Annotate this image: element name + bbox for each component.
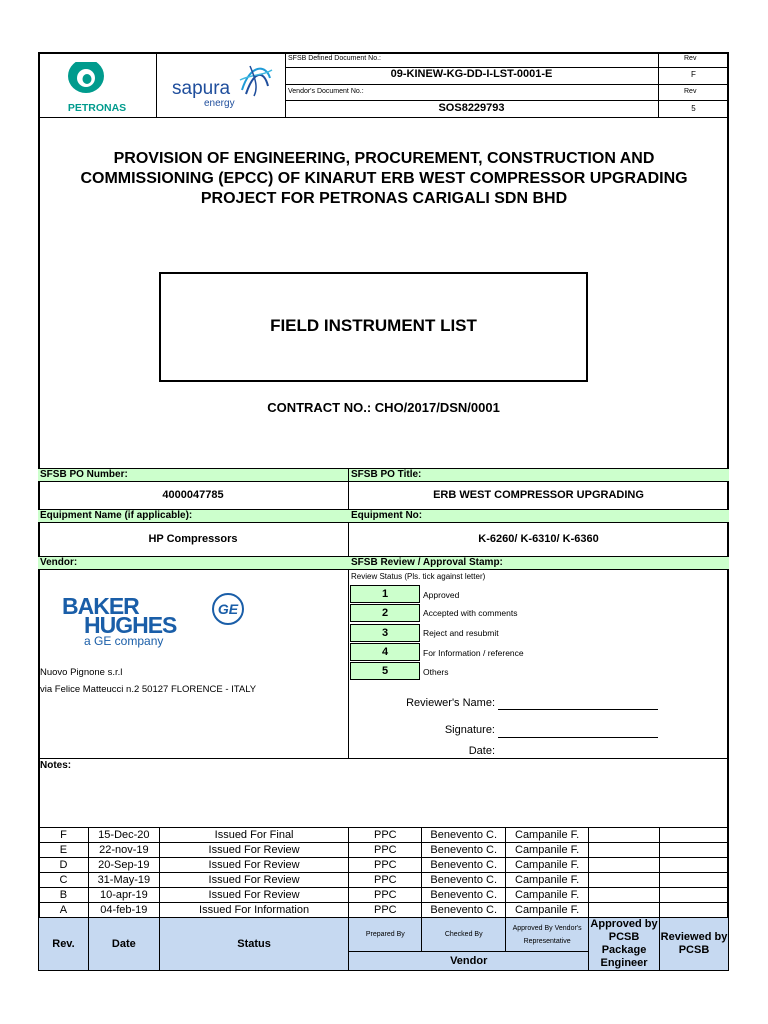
notes-label: Notes: <box>40 760 72 771</box>
header-row-line <box>285 84 729 85</box>
revision-row <box>39 888 729 903</box>
revision-row <box>39 858 729 873</box>
prepared-cell: PPC <box>349 843 422 858</box>
vendor-company: Nuovo Pignone s.r.l <box>40 667 123 678</box>
checked-cell: Benevento C. <box>422 873 506 888</box>
approved-cell: Campanile F. <box>506 828 589 843</box>
empty-cell <box>660 903 729 918</box>
sapura-name: sapura <box>172 78 231 99</box>
rev-cell: A <box>39 903 89 918</box>
date-cell: 20-Sep-19 <box>88 858 159 873</box>
approved-pcsb-header: Approved by PCSB Package Engineer <box>590 918 658 969</box>
approved-cell: Campanile F. <box>506 843 589 858</box>
date-cell: 31-May-19 <box>88 873 159 888</box>
checked-cell: Benevento C. <box>422 858 506 873</box>
po-title-label: SFSB PO Title: <box>351 469 422 480</box>
vendor-group-header: Vendor <box>349 952 589 971</box>
status-cell: Issued For Review <box>159 873 349 888</box>
empty-cell <box>589 888 660 903</box>
vendor-doc-number: SOS8229793 <box>438 102 505 114</box>
approved-cell: Campanile F. <box>506 888 589 903</box>
empty-cell <box>589 858 660 873</box>
logo-divider <box>156 52 157 117</box>
reviewed-pcsb-header: Reviewed by PCSB <box>660 918 729 971</box>
notes-divider <box>38 758 729 759</box>
ge-monogram-icon: GE <box>212 593 244 625</box>
doc-title: FIELD INSTRUMENT LIST <box>270 316 477 335</box>
status-cell: Issued For Information <box>159 903 349 918</box>
checked-by-header: Checked By <box>422 918 506 952</box>
approved-cell: Campanile F. <box>506 903 589 918</box>
checked-cell: Benevento C. <box>422 903 506 918</box>
revision-table <box>38 827 729 971</box>
sapura-sub: energy <box>204 98 235 109</box>
rev-value-2: 5 <box>691 104 696 113</box>
equipment-name-label: Equipment Name (if applicable): <box>40 510 193 521</box>
empty-cell <box>589 903 660 918</box>
rev-cell: F <box>39 828 89 843</box>
baker-hughes-line2: HUGHES <box>84 612 177 638</box>
vendor-address: via Felice Matteucci n.2 50127 FLORENCE - ITALY <box>40 684 257 695</box>
header-divider <box>38 117 729 118</box>
status-cell: Issued For Review <box>159 858 349 873</box>
petronas-name: PETRONAS <box>67 102 127 114</box>
project-title-line2: COMMISSIONING (EPCC) OF KINARUT ERB WEST COMPRESSOR UPGRADING <box>80 170 688 187</box>
status-code-box[interactable]: 5 <box>350 662 420 680</box>
prepared-cell: PPC <box>349 873 422 888</box>
empty-cell <box>660 858 729 873</box>
rev-cell: B <box>39 888 89 903</box>
equipment-name: HP Compressors <box>148 533 238 545</box>
status-cell: Issued For Review <box>159 843 349 858</box>
equipment-no: K-6260/ K-6310/ K-6360 <box>478 533 599 545</box>
petronas-logo <box>40 54 154 116</box>
review-instruction: Review Status (Pls. tick against letter) <box>351 572 486 581</box>
project-title-line3: PROJECT FOR PETRONAS CARIGALI SDN BHD <box>200 190 568 207</box>
approved-cell: Campanile F. <box>506 858 589 873</box>
status-header: Status <box>159 918 349 971</box>
status-cell: Issued For Review <box>159 888 349 903</box>
sapura-logo <box>160 56 282 114</box>
review-stamp-label: SFSB Review / Approval Stamp: <box>351 557 503 568</box>
equipment-no-label: Equipment No: <box>351 510 423 521</box>
status-code-box[interactable]: 4 <box>350 643 420 661</box>
po-number-label: SFSB PO Number: <box>40 469 128 480</box>
status-code-box[interactable]: 1 <box>350 585 420 603</box>
reviewer-name-label: Reviewer's Name: <box>406 697 495 709</box>
rev-label: Rev <box>684 55 697 62</box>
rev-cell: D <box>39 858 89 873</box>
empty-cell <box>589 828 660 843</box>
prepared-cell: PPC <box>349 828 422 843</box>
rev-header: Rev. <box>39 918 89 971</box>
status-text: Approved <box>423 590 460 600</box>
prepared-cell: PPC <box>349 888 422 903</box>
defined-doc-label: SFSB Defined Document No.: <box>288 55 381 62</box>
defined-doc-number: 09-KINEW-KG-DD-I-LST-0001-E <box>390 68 553 80</box>
rev-value: F <box>691 70 696 79</box>
reviewer-name-line[interactable] <box>498 709 658 710</box>
date-label: Date: <box>468 745 495 757</box>
baker-hughes-line3: a GE company <box>84 634 164 648</box>
status-text: Reject and resubmit <box>423 628 499 638</box>
sapura-swirl-icon <box>238 60 274 98</box>
doc-title-box <box>159 272 588 382</box>
rev-label-2: Rev <box>684 88 697 95</box>
date-cell: 10-apr-19 <box>88 888 159 903</box>
status-text: Others <box>423 667 449 677</box>
date-cell: 15-Dec-20 <box>88 828 159 843</box>
signature-label: Signature: <box>444 724 495 736</box>
empty-cell <box>589 873 660 888</box>
header-row-line <box>285 100 729 101</box>
empty-cell <box>660 873 729 888</box>
empty-cell <box>660 843 729 858</box>
signature-line[interactable] <box>498 737 658 738</box>
baker-hughes-logo <box>62 595 212 651</box>
po-number: 4000047785 <box>162 489 224 501</box>
revision-row <box>39 843 729 858</box>
rev-cell: C <box>39 873 89 888</box>
empty-cell <box>660 828 729 843</box>
revision-row <box>39 828 729 843</box>
revision-row <box>39 903 729 918</box>
status-text: For Information / reference <box>423 648 524 658</box>
status-code-box[interactable]: 2 <box>350 604 420 622</box>
date-header: Date <box>88 918 159 971</box>
approved-vendor-header: Approved By Vendor's Representative <box>506 918 589 952</box>
checked-cell: Benevento C. <box>422 888 506 903</box>
vendor-doc-label: Vendor's Document No.: <box>288 88 364 95</box>
project-title-line1: PROVISION OF ENGINEERING, PROCUREMENT, CONSTRUCTION AND <box>113 150 655 167</box>
revision-row <box>39 873 729 888</box>
date-cell: 22-nov-19 <box>88 843 159 858</box>
status-cell: Issued For Final <box>159 828 349 843</box>
prepared-by-header: Prepared By <box>349 918 422 952</box>
contract-number: CONTRACT NO.: CHO/2017/DSN/0001 <box>267 400 500 415</box>
rev-cell: E <box>39 843 89 858</box>
checked-cell: Benevento C. <box>422 843 506 858</box>
po-title: ERB WEST COMPRESSOR UPGRADING <box>433 489 644 501</box>
empty-cell <box>660 888 729 903</box>
prepared-cell: PPC <box>349 903 422 918</box>
approved-cell: Campanile F. <box>506 873 589 888</box>
checked-cell: Benevento C. <box>422 828 506 843</box>
status-text: Accepted with comments <box>423 608 518 618</box>
status-code-box[interactable]: 3 <box>350 624 420 642</box>
prepared-cell: PPC <box>349 858 422 873</box>
vendor-label: Vendor: <box>40 557 78 568</box>
date-cell: 04-feb-19 <box>88 903 159 918</box>
empty-cell <box>589 843 660 858</box>
baker-hughes-line1: BAKER <box>62 593 139 619</box>
